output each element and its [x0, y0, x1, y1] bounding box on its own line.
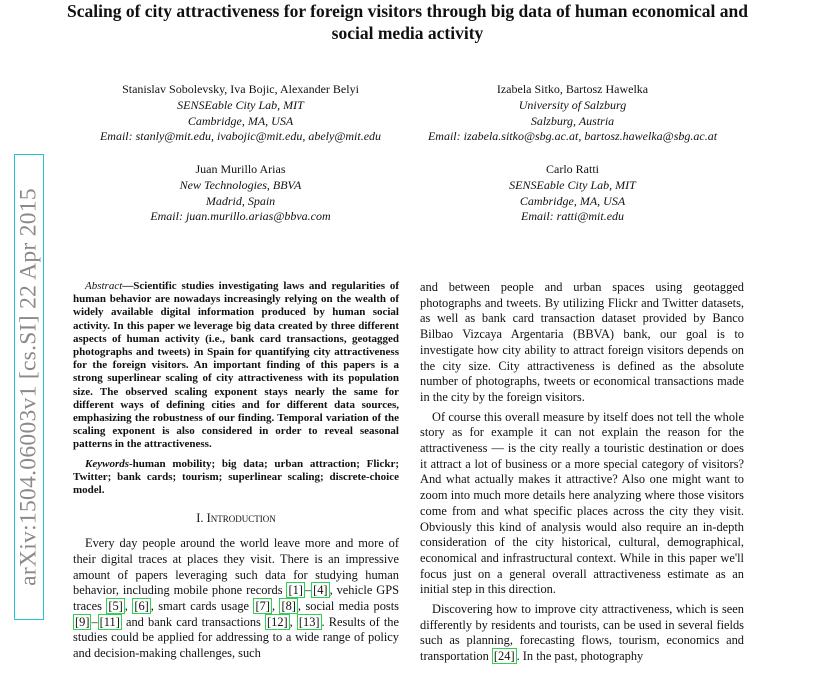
citation-link[interactable]: [6]	[134, 599, 149, 614]
citation-link[interactable]: [5]	[108, 599, 123, 614]
intro-text: , vehicle GPS traces	[73, 583, 399, 614]
body-text: Discovering how to improve city attractiveness, which is seen differently by residents and tourists, can be used in several fields such as planning, forecasting flows, tourism, economics and transportation	[420, 602, 744, 664]
author-location: Cambridge, MA, USA	[519, 193, 626, 208]
body-text: . In the past, photography	[516, 649, 644, 664]
intro-text: , social media posts	[297, 599, 399, 614]
body-paragraph: Of course this overall measure by itself does not tell the whole story as for example it can not explain the reason for the attractiveness — is the city really a touristic destination or does it attract a lot of business or a more special category of visitors? And what actually makes it attractive? Also one might want to zoom into much more details here analyzing where those visitors come from and what specific places across the city they visit. Obviously this kind of analysis would also require an in-depth consideration of the city historical, cultural, demographical, economical and infrastructural context. While in this paper we'll focus just on a general overall attractiveness estimate as an initial step in this direction.	[420, 409, 744, 597]
author-names: Carlo Ratti	[546, 162, 599, 176]
author-location: Salzburg, Austria	[530, 113, 615, 128]
dash: –	[304, 583, 312, 598]
author-affiliation: SENSEable City Lab, MIT	[177, 97, 304, 112]
author-email: Email: ratti@mit.edu	[520, 209, 625, 224]
intro-paragraph	[73, 536, 399, 662]
citation-link[interactable]: [8]	[281, 599, 296, 614]
dash: –	[91, 614, 98, 629]
left-column	[73, 280, 399, 662]
author-affiliation: SENSEable City Lab, MIT	[509, 177, 636, 192]
section-heading: I. Introduction	[196, 511, 276, 526]
intro-text: Every day people around the world leave more and more of their digital traces at places they visit. There is an impressive amount of papers leveraging such data for studying human behavior, including mobile phone records	[73, 536, 399, 598]
abstract-label: Abstract	[85, 280, 123, 292]
citation-link[interactable]: [12]	[267, 614, 288, 629]
author-email: Email: izabela.sitko@sbg.ac.at, bartosz.hawelka@sbg.ac.at	[427, 129, 718, 144]
citation-link[interactable]: [13]	[298, 614, 320, 629]
intro-text: , smart cards usage	[150, 599, 254, 614]
abstract-text: —Scientific studies investigating laws and regularities of human behavior are nowadays increasingly relying on the wealth of widely available digital information produced by human social activity. In this paper we leverage big data created by three different aspects of human activity (i.e., bank card transactions, geotagged photographs and tweets) in Spain for quantifying city attractiveness for the foreign visitors. An important finding of this papers is a strong superlinear scaling of city attractiveness with its population size. The observed scaling exponent stays nearly the same for different ways of defining cities and for different data sources, emphasizing the robustness of our finding. Temporal variation of the scaling exponent is also considered in order to reveal seasonal patterns in the attractiveness.	[73, 280, 399, 451]
author-affiliation: University of Salzburg	[518, 97, 627, 112]
separator: ,	[271, 599, 280, 614]
citation-link[interactable]: [4]	[313, 583, 328, 598]
citation-link[interactable]: [1]	[288, 583, 303, 598]
citation-link[interactable]: [9]	[75, 614, 90, 629]
citation-link[interactable]: [11]	[99, 614, 120, 629]
body-paragraph: and between people and urban spaces using geotagged photographs and tweets. By utilizing Flickr and Twitter datasets, as well as bank card transaction dataset provided by Banco Bilbao Vizcaya Argentaria (BBVA) bank, our goal is to investigate how city ability to attract foreign visitors depends on the city size. City attractiveness is defined as the absolute number of photographs, tweets or economical transactions made in the city by the foreign visitors.	[420, 280, 744, 404]
author-block-mit-ratti	[400, 162, 745, 225]
author-names: Stanislav Sobolevsky, Iva Bojic, Alexander Belyi	[122, 82, 359, 96]
author-block-salzburg	[400, 82, 745, 145]
intro-text: and bank card transactions	[121, 614, 265, 629]
author-names: Juan Murillo Arias	[195, 162, 286, 176]
author-names: Izabela Sitko, Bartosz Hawelka	[496, 82, 649, 96]
author-affiliation: New Technologies, BBVA	[179, 177, 302, 192]
intro-text: . Results of the studies could be applied for addressing to a wide range of policy and decision-making challenges, such	[73, 614, 399, 661]
author-location: Cambridge, MA, USA	[187, 113, 294, 128]
author-block-mit	[73, 82, 408, 145]
author-block-bbva	[73, 162, 408, 225]
keywords-label: Keywords	[85, 457, 129, 470]
citation-link[interactable]: [24]	[493, 649, 515, 664]
arxiv-stamp-link[interactable]	[14, 154, 44, 620]
body-paragraph	[420, 602, 744, 665]
arxiv-stamp-text: arXiv:1504.06003v1 [cs.SI] 22 Apr 2015	[15, 188, 42, 586]
author-email: Email: juan.murillo.arias@bbva.com	[150, 209, 331, 224]
author-email: Email: stanly@mit.edu, ivabojic@mit.edu, abely@mit.edu	[99, 129, 382, 144]
separator: ,	[124, 599, 133, 614]
citation-link[interactable]: [7]	[255, 599, 270, 614]
separator: ,	[289, 614, 297, 629]
author-location: Madrid, Spain	[205, 193, 276, 208]
keywords-text: -human mobility; big data; urban attraction; Flickr; Twitter; bank cards; tourism; superlinear scaling; discrete-choice model.	[73, 457, 399, 497]
right-column	[420, 280, 744, 665]
abstract	[73, 280, 399, 452]
keywords	[73, 458, 399, 498]
paper-title: Scaling of city attractiveness for foreign visitors through big data of human economical and social media activity	[66, 1, 749, 43]
